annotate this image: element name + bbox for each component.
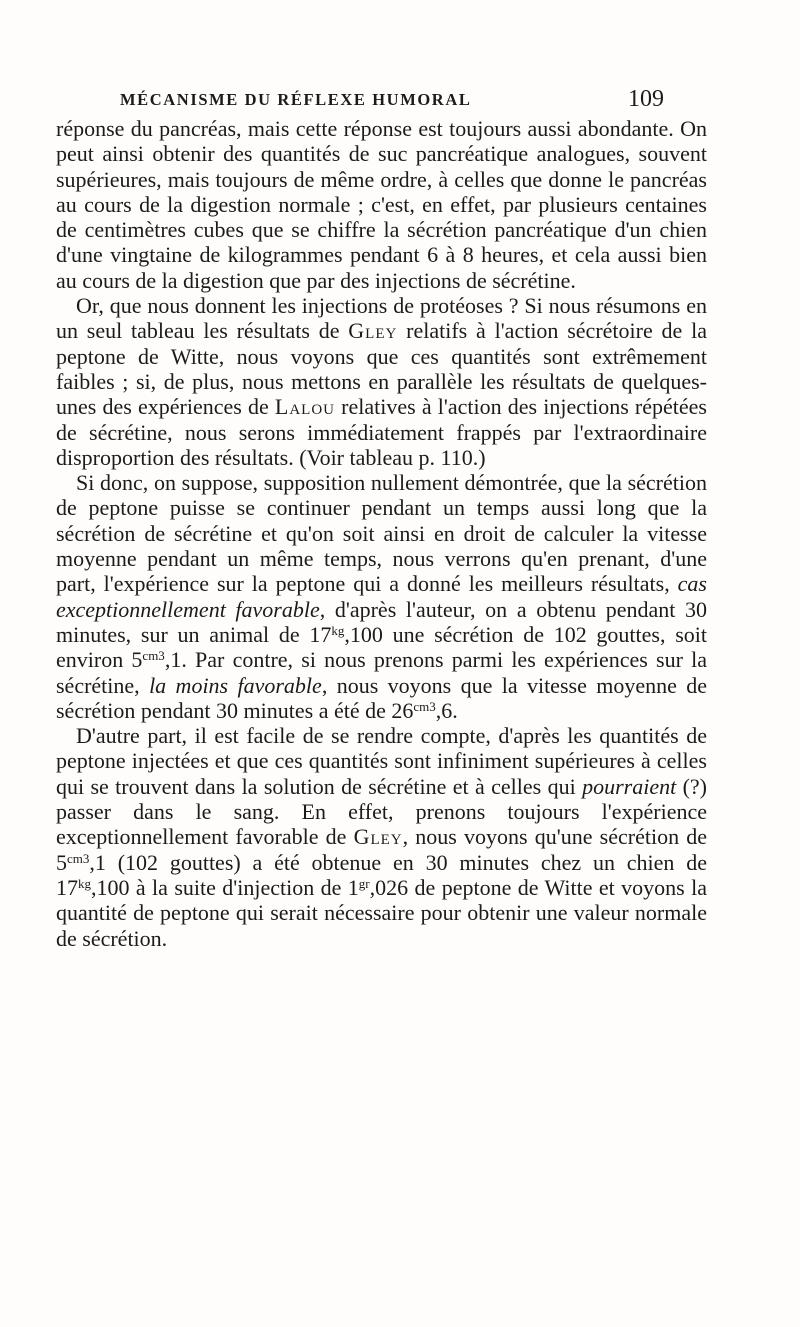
body-text (56, 116, 707, 951)
text-segment: réponse du pancréas, mais cette réponse est toujours aussi abondante. On peut ainsi obtenir des quantités de suc pancréatique analogues, souvent supérieures, mais toujours de même ordre, à celles que donne le pancréas au cours de la digestion normale ; c'est, en effet, par plusieurs centaines de centimètres cubes que se chiffre la sécrétion pancréatique d'un chien d'une vingtaine de kilogrammes pendant 6 à 8 heures, et cela aussi bien au cours de la digestion que par des injections de sécrétine. (56, 116, 707, 293)
text-segment: relatifs à l'action sécrétoire de la peptone de Witte, nous voyons que ces quantités sont extrêmement faibles ; si, de plus, nous mettons en parallèle les résultats de quelques-unes des expériences de (56, 318, 707, 420)
text-segment: ,100 une sécrétion de 102 gouttes, soit environ 5 (56, 621, 707, 673)
author-name: Lalou (274, 394, 335, 420)
unit-superscript: cm3 (142, 648, 165, 664)
text-segment: ,100 à la suite d'injection de 1 (91, 874, 359, 900)
author-name: Gley (348, 318, 398, 344)
text-segment: ,6. (435, 697, 458, 723)
italic-phrase: cas exceptionnellement favorable (56, 571, 707, 622)
unit-superscript: kg (331, 622, 345, 638)
text-segment: ,026 de peptone de Witte et voyons la quantité de peptone qui serait nécessaire pour obtenir une valeur normale de sécrétion. (56, 874, 707, 951)
page-number: 109 (628, 86, 664, 112)
text-segment: , nous voyons que la vitesse moyenne de sécrétion pendant 30 minutes a été de 26 (56, 672, 707, 723)
italic-word: pourraient (582, 773, 677, 799)
paragraph (56, 470, 707, 723)
unit-superscript: cm3 (413, 698, 436, 714)
paragraph (56, 723, 707, 951)
text-segment: , d'après l'auteur, on a obtenu pendant 30 minutes, sur un animal de 17 (56, 596, 707, 647)
paragraph (56, 293, 707, 470)
text-segment: ,1 (102 gouttes) a été obtenue en 30 minutes chez un chien de 17 (56, 849, 707, 900)
text-segment: (?) passer dans le sang. En effet, prenons toujours l'expérience exceptionnellement favorable de (56, 773, 708, 850)
unit-superscript: cm3 (67, 850, 90, 866)
author-name: Gley (353, 824, 403, 850)
text-segment: D'autre part, il est facile de se rendre compte, d'après les quantités de peptone injectées et que ces quantités sont infiniment supérieures à celles qui se trouvent dans la solution de sécrétine et à celles qui (56, 723, 707, 799)
running-title: MÉCANISME DU RÉFLEXE HUMORAL (120, 90, 472, 109)
text-segment: ,1. Par contre, si nous prenons parmi les expériences sur la sécrétine, (56, 647, 707, 698)
text-segment: relatives à l'action des injections répétées de sécrétine, nous serons immédiatement frappés par l'extraordinaire disproportion des résultats. (Voir tableau p. 110.) (56, 394, 707, 470)
unit-superscript: kg (78, 875, 91, 891)
text-segment: , nous voyons qu'une sécrétion de 5 (56, 824, 707, 875)
paragraph (56, 116, 707, 293)
text-segment: Si donc, on suppose, supposition nullement démontrée, que la sécrétion de peptone puisse se continuer pendant un temps aussi long que la sécrétion de sécrétine et qu'on soit ainsi en droit de calculer la vitesse moyenne pendant un même temps, nous verrons qu'en prenant, d'une part, l'expérience sur la peptone qui a donné les meilleurs résultats, (56, 470, 707, 597)
page-header (120, 86, 680, 116)
text-segment: Or, que nous donnent les injections de protéoses ? Si nous résumons en un seul tableau les résultats de (56, 293, 707, 344)
italic-phrase: la moins favorable (149, 672, 322, 698)
unit-superscript: gr (358, 875, 370, 891)
